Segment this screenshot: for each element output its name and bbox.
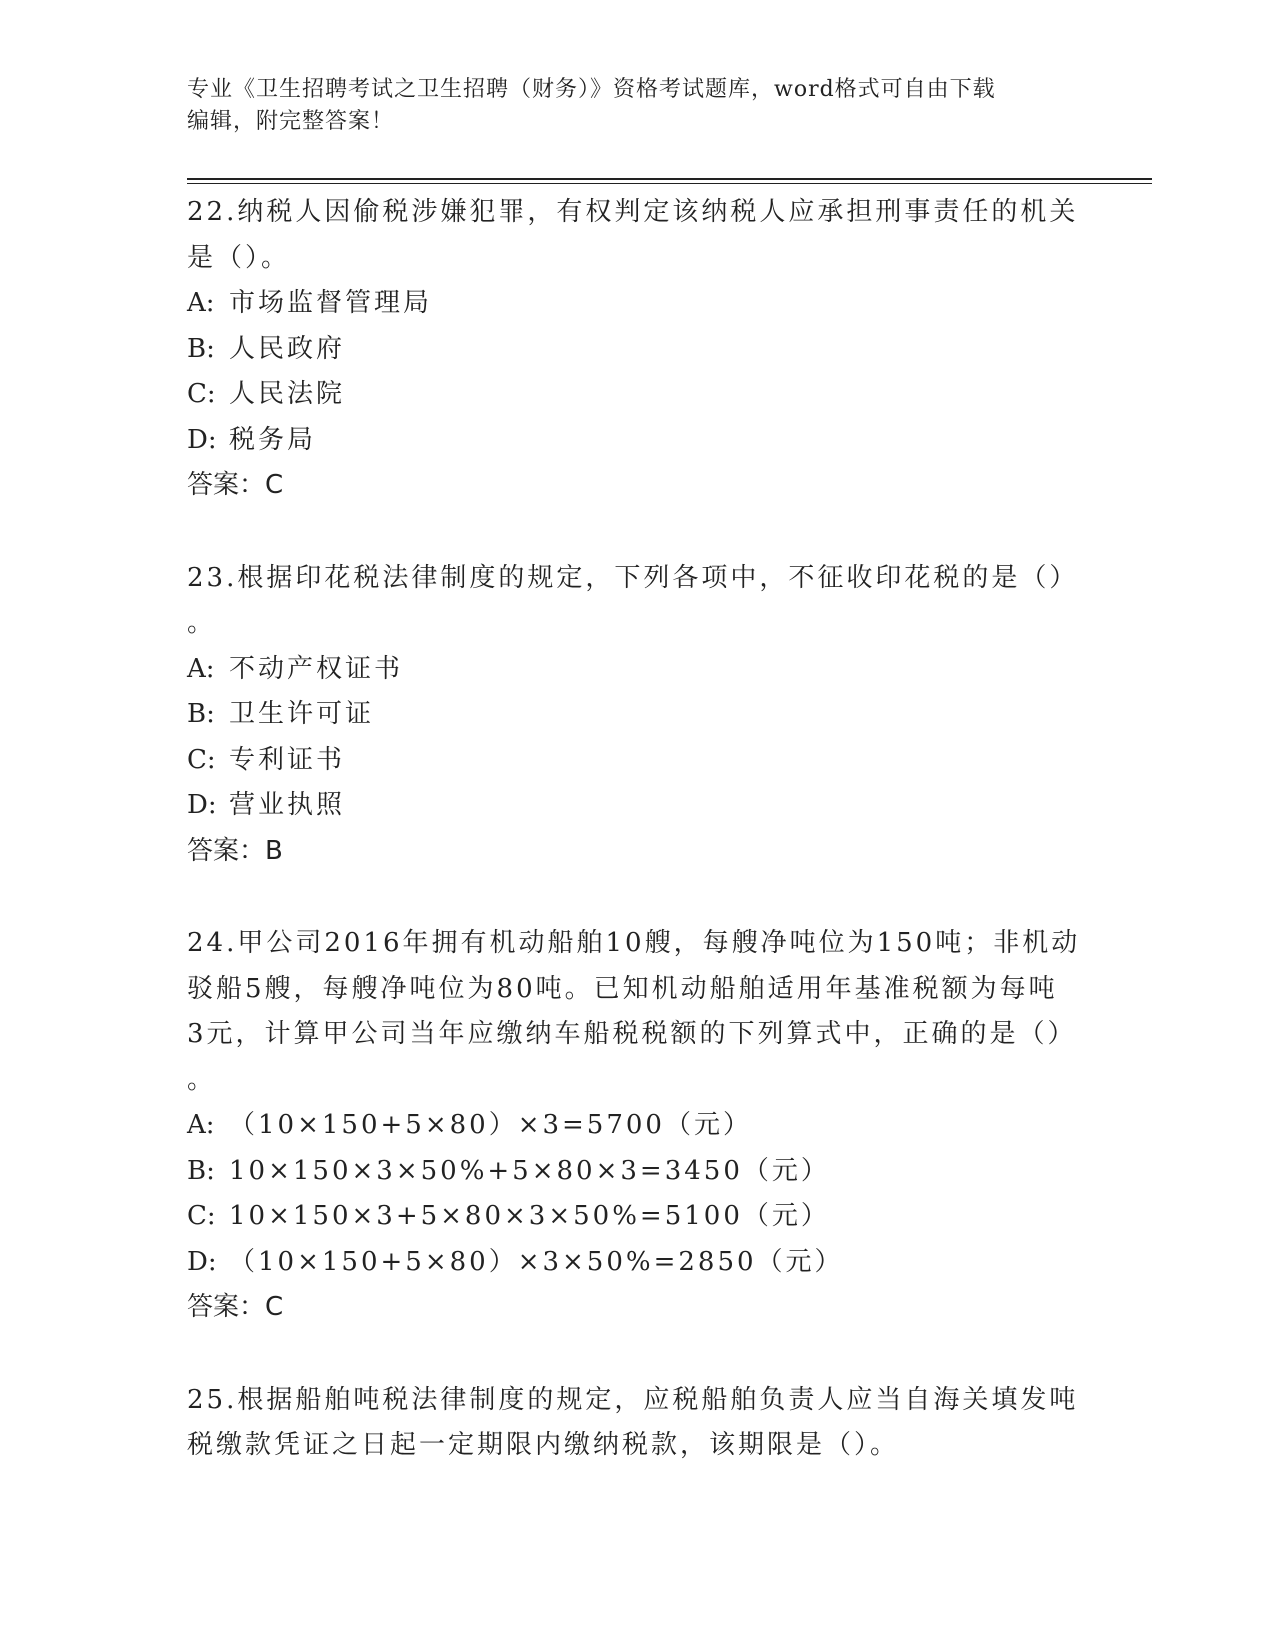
option-c xyxy=(187,738,1087,784)
option-text: 税务局 xyxy=(229,424,317,455)
question-stem: 。 xyxy=(187,1064,217,1095)
question-stem: 23.根据印花税法律制度的规定，下列各项中，不征收印花税的是（） xyxy=(187,562,1079,593)
header-line: 专业《卫生招聘考试之卫生招聘（财务）》资格考试题库，word格式可自由下载 xyxy=(187,77,996,102)
option-letter: C: xyxy=(187,379,216,409)
option-d xyxy=(187,1240,1087,1286)
option-d xyxy=(187,783,1087,829)
header-divider-thin xyxy=(187,183,1152,184)
option-text: （10×150+5×80）×3×50%=2850（元） xyxy=(229,1246,844,1277)
option-a xyxy=(187,281,1087,327)
header-line: 编辑，附完整答案！ xyxy=(187,109,395,134)
question-stem: 是（）。 xyxy=(187,242,291,273)
header-divider-thick xyxy=(187,178,1152,180)
question-24 xyxy=(187,921,1087,1331)
option-text: 市场监督管理局 xyxy=(229,288,433,318)
option-text: 10×150×3×50%+5×80×3=3450（元） xyxy=(229,1155,830,1186)
option-letter: A: xyxy=(187,288,215,318)
document-header xyxy=(187,74,1087,138)
option-letter: A: xyxy=(187,1110,215,1140)
option-c xyxy=(187,1194,1087,1240)
option-b xyxy=(187,692,1087,738)
question-stem: 。 xyxy=(187,608,217,638)
option-letter: C: xyxy=(187,1201,216,1231)
question-stem: 3元，计算甲公司当年应缴纳车船税税额的下列算式中，正确的是（） xyxy=(187,1019,1077,1049)
option-a xyxy=(187,1103,1087,1149)
question-stem: 24.甲公司2016年拥有机动船舶10艘，每艘净吨位为150吨；非机动 xyxy=(187,928,1081,958)
option-text: 人民政府 xyxy=(229,333,346,364)
option-letter: B: xyxy=(187,699,215,729)
option-text: 卫生许可证 xyxy=(229,699,375,729)
question-list xyxy=(187,190,1087,1469)
option-b xyxy=(187,1149,1087,1195)
option-letter: D: xyxy=(187,424,217,455)
option-b xyxy=(187,327,1087,373)
question-stem: 25.根据船舶吨税法律制度的规定，应税船舶负责人应当自海关填发吨 xyxy=(187,1384,1079,1415)
question-stem: 税缴款凭证之日起一定期限内缴纳税款，该期限是（）。 xyxy=(187,1430,900,1460)
option-text: 10×150×3+5×80×3×50%=5100（元） xyxy=(229,1201,830,1231)
question-stem: 驳船5艘，每艘净吨位为80吨。已知机动船舶适用年基准税额为每吨 xyxy=(187,973,1058,1004)
question-22 xyxy=(187,190,1087,509)
option-text: 专利证书 xyxy=(229,744,346,775)
question-stem: 22.纳税人因偷税涉嫌犯罪，有权判定该纳税人应承担刑事责任的机关 xyxy=(187,197,1079,227)
answer-line: 答案：B xyxy=(187,835,283,866)
option-c xyxy=(187,372,1087,418)
option-d xyxy=(187,418,1087,464)
question-25 xyxy=(187,1378,1087,1469)
option-text: （10×150+5×80）×3=5700（元） xyxy=(229,1110,752,1140)
option-letter: C: xyxy=(187,744,216,775)
option-text: 人民法院 xyxy=(229,379,346,409)
option-letter: D: xyxy=(187,790,217,820)
option-letter: B: xyxy=(187,333,215,364)
option-letter: A: xyxy=(187,653,215,684)
answer-line: 答案：C xyxy=(187,470,284,500)
option-letter: B: xyxy=(187,1155,215,1186)
option-letter: D: xyxy=(187,1246,217,1277)
option-text: 营业执照 xyxy=(229,790,346,820)
answer-line: 答案：C xyxy=(187,1292,284,1322)
option-text: 不动产权证书 xyxy=(229,653,404,684)
question-23 xyxy=(187,556,1087,875)
option-a xyxy=(187,647,1087,693)
